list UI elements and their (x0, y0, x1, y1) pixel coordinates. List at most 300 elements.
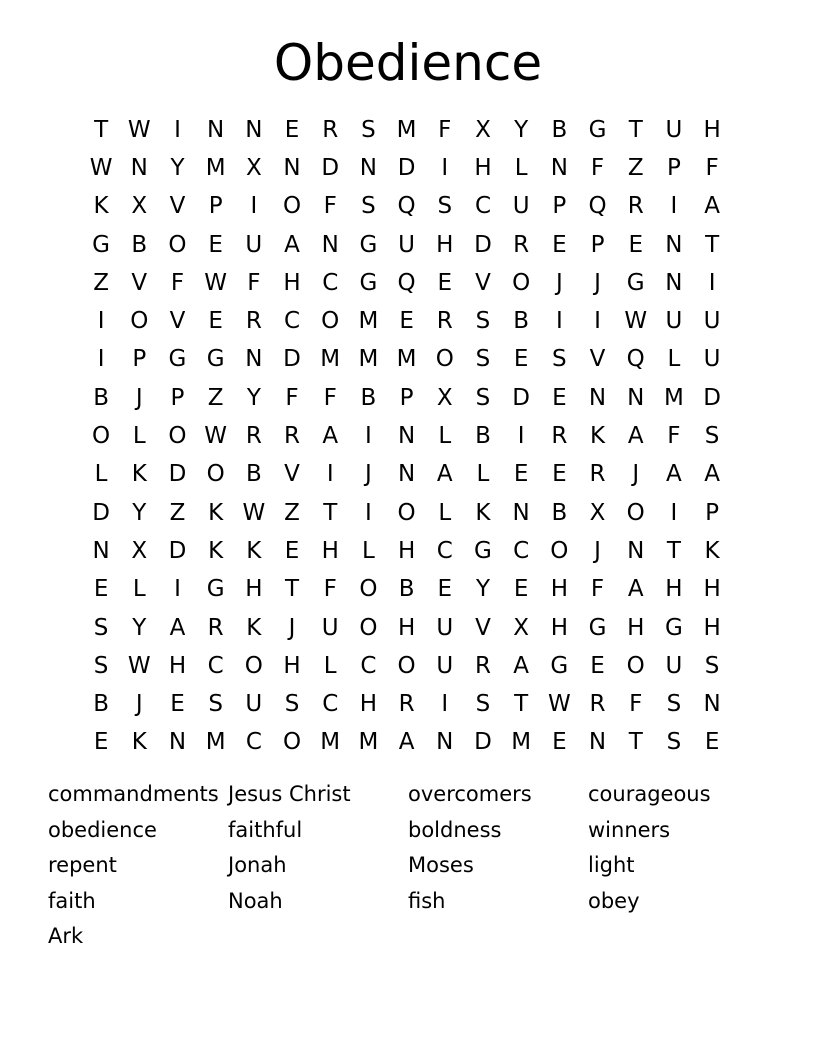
grid-letter: R (245, 308, 262, 335)
grid-letter: H (168, 652, 187, 679)
grid-letter: O (550, 537, 569, 564)
grid-letter: M (663, 384, 684, 411)
grid-letter: N (665, 231, 683, 258)
word-list-item: obedience (48, 817, 157, 842)
letter-grid (82, 111, 731, 762)
grid-letter: L (323, 652, 337, 679)
grid-letter: L (476, 461, 490, 488)
grid-letter: E (704, 729, 720, 756)
grid-letter: A (398, 729, 415, 756)
grid-letter: M (320, 729, 341, 756)
grid-letter: V (169, 308, 186, 335)
grid-letter: H (321, 537, 339, 564)
grid-letter: H (283, 269, 301, 296)
grid-letter: H (397, 614, 416, 641)
word-list-item: winners (588, 817, 671, 842)
grid-letter: R (589, 691, 606, 718)
grid-letter: X (436, 384, 453, 411)
grid-letter: N (359, 154, 378, 181)
grid-letter: M (358, 346, 379, 373)
word-list-item: faithful (228, 817, 303, 842)
grid-letter: Q (397, 193, 416, 220)
grid-letter: S (93, 614, 109, 641)
grid-letter: S (437, 193, 453, 220)
grid-letter: D (512, 384, 531, 411)
grid-letter: H (550, 614, 568, 641)
grid-letter: Q (588, 193, 607, 220)
grid-letter: O (130, 308, 149, 335)
grid-letter: C (360, 652, 377, 679)
grid-letter: T (705, 231, 720, 258)
grid-letter: D (168, 537, 187, 564)
grid-letter: U (245, 231, 263, 258)
grid-letter: N (168, 729, 187, 756)
grid-letter: N (207, 116, 225, 143)
grid-letter: T (285, 576, 300, 603)
grid-letter: G (588, 116, 607, 143)
grid-letter: E (513, 461, 529, 488)
grid-letter: C (207, 652, 224, 679)
grid-letter: H (703, 614, 721, 641)
grid-letter: T (514, 691, 529, 718)
grid-letter: N (703, 691, 721, 718)
grid-letter: M (511, 729, 532, 756)
grid-letter: A (704, 193, 720, 220)
grid-letter: S (704, 423, 720, 450)
grid-letter: B (93, 691, 109, 718)
grid-letter: E (513, 346, 529, 373)
grid-letter: G (206, 576, 225, 603)
grid-letter: T (94, 116, 109, 143)
grid-letter: J (594, 269, 601, 296)
grid-letter: H (397, 537, 416, 564)
grid-letter: D (703, 384, 721, 411)
grid-letter: H (283, 652, 301, 679)
grid-letter: H (703, 576, 721, 603)
grid-letter: O (359, 614, 378, 641)
grid-letter: I (517, 423, 525, 450)
grid-letter: K (208, 499, 224, 526)
grid-letter: N (245, 116, 263, 143)
grid-letter: B (360, 384, 377, 411)
grid-letter: O (92, 423, 111, 450)
grid-letter: N (283, 154, 301, 181)
grid-letter: M (205, 154, 226, 181)
grid-letter: T (323, 499, 338, 526)
grid-letter: A (436, 461, 453, 488)
grid-letter: C (436, 537, 453, 564)
grid-letter: S (93, 652, 109, 679)
grid-letter: I (365, 499, 372, 526)
grid-letter: E (552, 729, 567, 756)
grid-letter: K (208, 537, 224, 564)
grid-letter: T (628, 116, 643, 143)
grid-letter: F (590, 154, 605, 181)
grid-letter: U (245, 691, 263, 718)
word-list-item: boldness (408, 817, 502, 842)
grid-letter: G (359, 269, 378, 296)
grid-letter: B (551, 499, 568, 526)
grid-letter: E (552, 231, 567, 258)
grid-letter: N (92, 537, 110, 564)
grid-letter: R (627, 193, 644, 220)
grid-letter: W (242, 499, 266, 526)
grid-letter: Y (132, 499, 147, 526)
grid-letter: F (323, 193, 337, 220)
grid-letter: R (245, 423, 262, 450)
grid-letter: G (550, 652, 569, 679)
grid-letter: I (708, 269, 716, 296)
grid-letter: R (284, 423, 301, 450)
grid-letter: X (131, 537, 148, 564)
grid-letter: L (132, 423, 146, 450)
grid-letter: C (474, 193, 491, 220)
grid-letter: E (628, 231, 643, 258)
grid-letter: B (398, 576, 415, 603)
grid-letter: B (245, 461, 262, 488)
grid-letter: H (245, 576, 263, 603)
grid-letter: I (670, 193, 678, 220)
grid-letter: W (127, 116, 151, 143)
grid-letter: I (97, 308, 105, 335)
grid-letter: S (208, 691, 223, 718)
grid-letter: P (666, 154, 681, 181)
grid-letter: S (666, 729, 682, 756)
grid-letter: I (174, 576, 181, 603)
grid-letter: E (284, 537, 300, 564)
grid-letter: B (551, 116, 568, 143)
grid-letter: W (204, 423, 228, 450)
grid-letter: D (92, 499, 110, 526)
grid-letter: E (437, 269, 453, 296)
grid-letter: S (475, 308, 491, 335)
grid-letter: N (321, 231, 339, 258)
grid-letter: S (475, 346, 491, 373)
grid-letter: J (135, 384, 143, 411)
grid-letter: R (398, 691, 415, 718)
word-list-item: obey (588, 888, 640, 913)
grid-letter: E (170, 691, 185, 718)
grid-letter: F (590, 576, 605, 603)
grid-letter: C (284, 308, 301, 335)
grid-letter: A (284, 231, 300, 258)
grid-letter: V (169, 193, 186, 220)
grid-letter: Y (170, 154, 185, 181)
grid-letter: M (396, 346, 417, 373)
grid-letter: Y (132, 614, 147, 641)
grid-letter: W (624, 308, 648, 335)
grid-letter: A (513, 652, 530, 679)
grid-letter: M (358, 729, 379, 756)
grid-letter: E (552, 461, 567, 488)
grid-letter: U (665, 652, 683, 679)
page-title: Obedience (273, 34, 543, 92)
grid-letter: K (704, 537, 720, 564)
grid-letter: H (436, 231, 454, 258)
grid-letter: R (207, 614, 224, 641)
grid-letter: S (666, 691, 682, 718)
grid-letter: U (436, 652, 454, 679)
word-list-item: faith (48, 888, 96, 913)
grid-letter: N (130, 154, 148, 181)
grid-letter: N (627, 537, 645, 564)
grid-letter: C (245, 729, 262, 756)
grid-letter: I (174, 116, 181, 143)
word-list-item: overcomers (408, 782, 532, 806)
grid-letter: F (285, 384, 299, 411)
grid-letter: N (627, 384, 645, 411)
grid-letter: F (323, 384, 337, 411)
grid-letter: D (168, 461, 187, 488)
grid-letter: S (284, 691, 300, 718)
grid-letter: X (513, 614, 530, 641)
grid-letter: U (512, 193, 530, 220)
grid-letter: J (555, 269, 563, 296)
word-list-item: Jesus Christ (228, 782, 351, 806)
grid-letter: R (322, 116, 339, 143)
grid-letter: D (397, 154, 416, 181)
grid-letter: I (670, 499, 678, 526)
word-list (48, 778, 768, 956)
grid-letter: K (246, 614, 262, 641)
grid-letter: D (474, 729, 492, 756)
grid-letter: O (626, 499, 645, 526)
grid-letter: Q (397, 269, 416, 296)
grid-letter: C (322, 269, 339, 296)
word-list-item: courageous (588, 782, 711, 806)
grid-letter: H (359, 691, 378, 718)
grid-letter: X (475, 116, 491, 143)
grid-letter: B (513, 308, 530, 335)
grid-letter: O (626, 652, 645, 679)
grid-letter: K (475, 499, 491, 526)
grid-letter: I (365, 423, 372, 450)
grid-letter: H (627, 614, 645, 641)
grid-letter: D (321, 154, 340, 181)
grid-letter: O (397, 499, 416, 526)
grid-letter: K (131, 461, 147, 488)
grid-letter: L (361, 537, 375, 564)
grid-letter: J (288, 614, 296, 641)
word-list-item: Ark (48, 924, 84, 949)
grid-letter: S (704, 652, 720, 679)
grid-letter: E (590, 652, 605, 679)
grid-letter: S (361, 193, 376, 220)
grid-letter: Y (475, 576, 490, 603)
grid-letter: Z (284, 499, 300, 526)
grid-letter: J (365, 461, 372, 488)
grid-letter: E (208, 231, 223, 258)
grid-letter: Y (246, 384, 261, 411)
grid-letter: O (435, 346, 454, 373)
grid-letter: B (475, 423, 491, 450)
grid-letter: S (475, 384, 491, 411)
grid-letter: G (168, 346, 187, 373)
grid-letter: G (474, 537, 492, 564)
grid-letter: G (664, 614, 683, 641)
grid-letter: K (93, 193, 109, 220)
grid-letter: P (552, 193, 567, 220)
grid-letter: N (665, 269, 683, 296)
grid-letter: O (168, 231, 187, 258)
grid-letter: I (441, 154, 449, 181)
word-list-item: fish (408, 888, 446, 913)
grid-letter: I (250, 193, 258, 220)
grid-letter: A (627, 423, 644, 450)
grid-letter: E (552, 384, 567, 411)
word-list-item: Noah (228, 888, 283, 913)
grid-letter: L (514, 154, 528, 181)
grid-letter: Z (169, 499, 186, 526)
grid-letter: W (89, 154, 113, 181)
grid-letter: I (326, 461, 334, 488)
grid-letter: P (170, 384, 185, 411)
grid-letter: V (284, 461, 300, 488)
grid-letter: U (321, 614, 339, 641)
grid-letter: N (436, 729, 454, 756)
word-list-item: repent (48, 853, 117, 878)
grid-letter: P (590, 231, 605, 258)
grid-letter: A (704, 461, 720, 488)
grid-letter: W (127, 652, 151, 679)
grid-letter: A (627, 576, 644, 603)
grid-letter: S (361, 116, 376, 143)
grid-letter: P (705, 499, 720, 526)
grid-letter: Q (626, 346, 645, 373)
grid-letter: F (247, 269, 261, 296)
grid-letter: Z (207, 384, 224, 411)
grid-letter: G (588, 614, 607, 641)
grid-letter: E (208, 308, 223, 335)
grid-letter: N (512, 499, 530, 526)
grid-letter: U (665, 116, 683, 143)
grid-letter: L (94, 461, 108, 488)
grid-letter: O (282, 729, 302, 756)
grid-letter: H (703, 116, 721, 143)
grid-letter: O (168, 423, 187, 450)
grid-letter: K (131, 729, 147, 756)
grid-letter: Z (93, 269, 109, 296)
grid-letter: O (244, 652, 263, 679)
grid-letter: I (555, 308, 563, 335)
grid-letter: U (703, 308, 721, 335)
grid-letter: K (246, 537, 262, 564)
grid-letter: S (552, 346, 567, 373)
grid-letter: A (169, 614, 186, 641)
grid-letter: N (397, 461, 416, 488)
grid-letter: E (284, 116, 300, 143)
grid-letter: V (131, 269, 148, 296)
grid-letter: O (321, 308, 340, 335)
grid-letter: F (323, 576, 337, 603)
grid-letter: I (441, 691, 449, 718)
grid-letter: P (132, 346, 147, 373)
grid-letter: H (665, 576, 683, 603)
grid-letter: U (703, 346, 721, 373)
grid-letter: U (398, 231, 416, 258)
grid-letter: T (628, 729, 643, 756)
word-list-item: commandments (48, 782, 219, 806)
grid-letter: N (588, 729, 607, 756)
grid-letter: V (475, 269, 491, 296)
grid-letter: N (588, 384, 607, 411)
grid-letter: Z (627, 154, 644, 181)
grid-letter: O (206, 461, 225, 488)
grid-letter: O (359, 576, 378, 603)
grid-letter: Y (514, 116, 529, 143)
grid-letter: A (666, 461, 682, 488)
grid-letter: R (589, 461, 606, 488)
grid-letter: S (475, 691, 491, 718)
grid-letter: L (438, 499, 452, 526)
grid-letter: D (283, 346, 301, 373)
grid-letter: J (632, 461, 640, 488)
grid-letter: T (666, 537, 681, 564)
grid-letter: B (93, 384, 109, 411)
grid-letter: F (667, 423, 681, 450)
grid-letter: G (92, 231, 110, 258)
grid-letter: F (629, 691, 643, 718)
grid-letter: E (437, 576, 453, 603)
grid-letter: H (474, 154, 492, 181)
grid-letter: X (245, 154, 262, 181)
grid-letter: G (206, 346, 225, 373)
grid-letter: H (550, 576, 568, 603)
grid-letter: I (594, 308, 601, 335)
grid-letter: C (322, 691, 339, 718)
grid-letter: R (474, 652, 491, 679)
grid-letter: C (513, 537, 530, 564)
grid-letter: M (396, 116, 417, 143)
grid-letter: N (397, 423, 416, 450)
grid-letter: F (705, 154, 719, 181)
grid-letter: U (665, 308, 683, 335)
grid-letter: U (436, 614, 454, 641)
grid-letter: E (93, 729, 109, 756)
grid-letter: R (436, 308, 453, 335)
grid-letter: W (204, 269, 228, 296)
grid-letter: E (513, 576, 529, 603)
grid-letter: E (93, 576, 109, 603)
grid-letter: X (131, 193, 148, 220)
grid-letter: A (322, 423, 339, 450)
grid-letter: N (550, 154, 568, 181)
grid-letter: M (205, 729, 226, 756)
grid-letter: R (513, 231, 530, 258)
grid-letter: D (474, 231, 492, 258)
grid-letter: I (97, 346, 105, 373)
grid-letter: N (245, 346, 263, 373)
grid-letter: F (170, 269, 185, 296)
grid-letter: G (359, 231, 378, 258)
grid-letter: O (282, 193, 302, 220)
grid-letter: L (132, 576, 146, 603)
grid-letter: K (589, 423, 606, 450)
grid-letter: R (551, 423, 568, 450)
grid-letter: O (397, 652, 416, 679)
grid-letter: W (547, 691, 571, 718)
grid-letter: P (208, 193, 223, 220)
grid-letter: J (594, 537, 601, 564)
grid-letter: V (589, 346, 606, 373)
word-list-item: Jonah (228, 853, 287, 878)
grid-letter: P (399, 384, 414, 411)
grid-letter: E (399, 308, 414, 335)
grid-letter: L (438, 423, 452, 450)
word-list-item: light (588, 853, 635, 878)
grid-letter: B (131, 231, 148, 258)
grid-letter: J (135, 691, 143, 718)
